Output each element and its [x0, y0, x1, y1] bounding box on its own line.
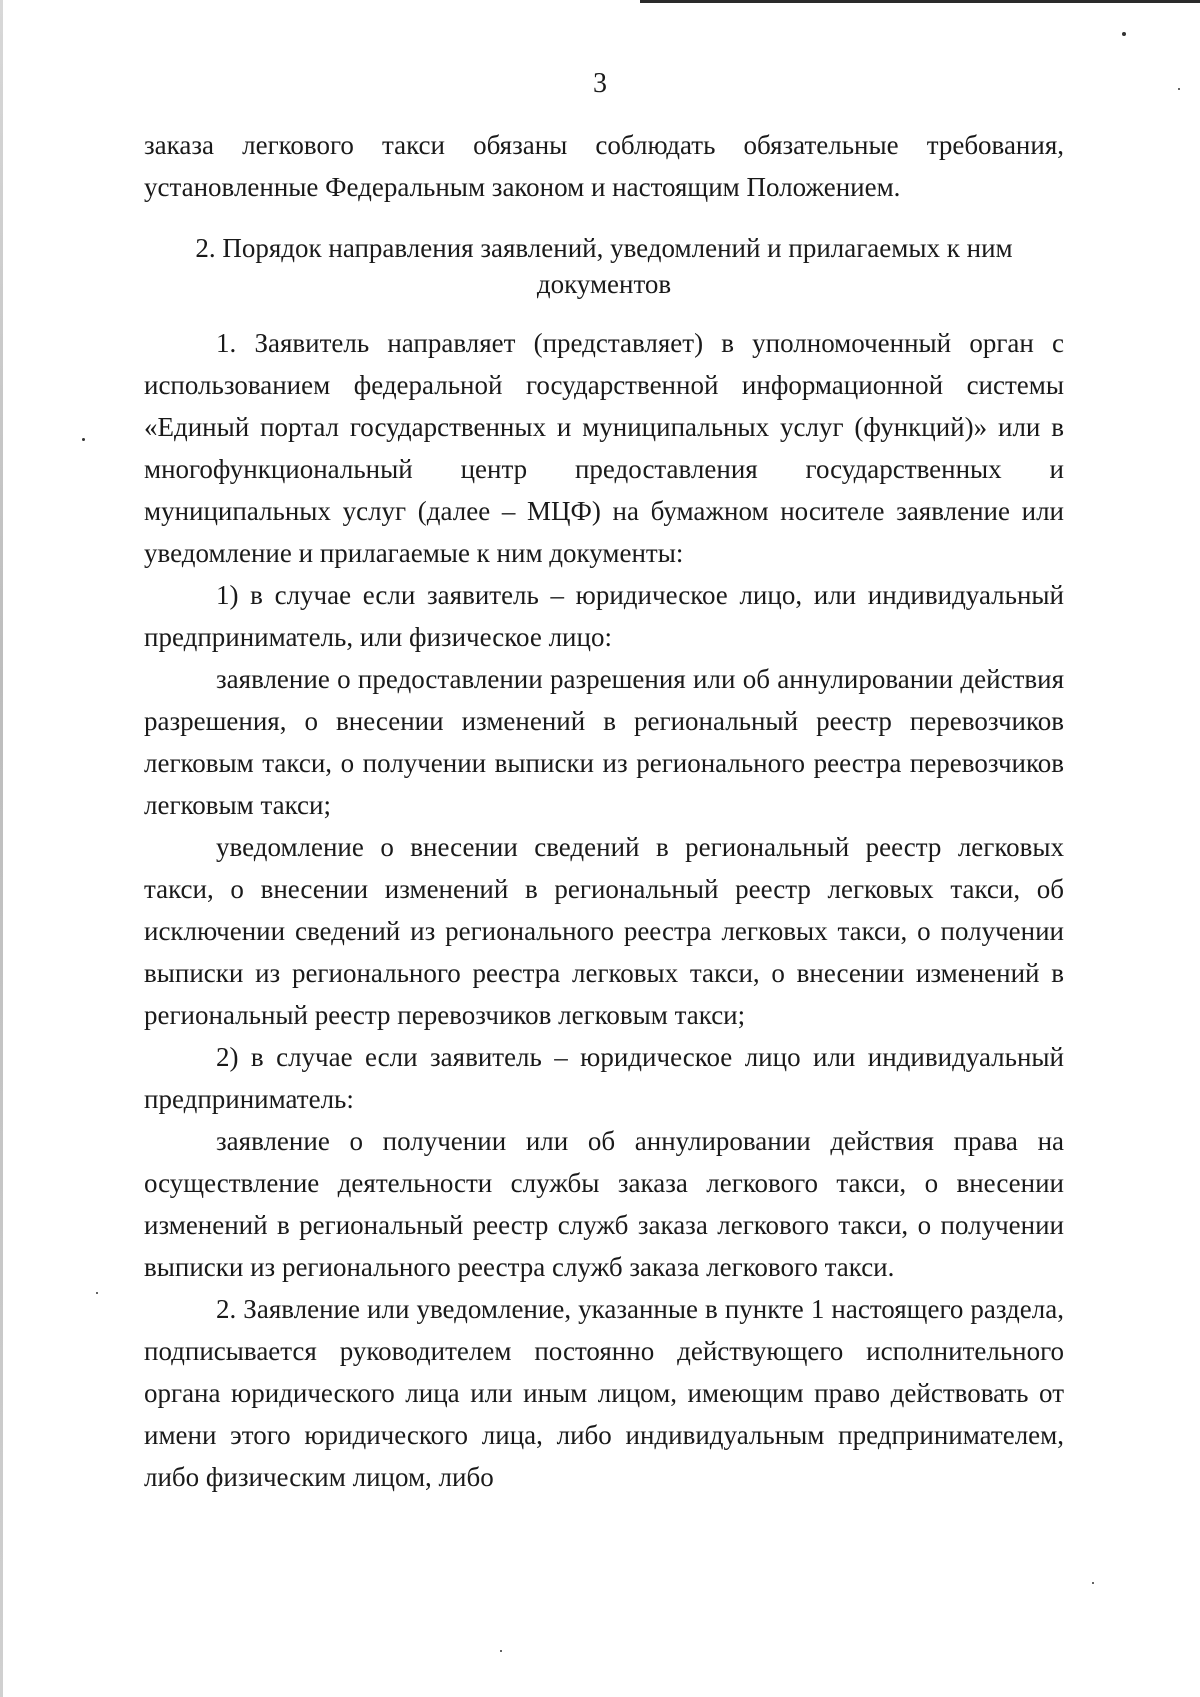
paragraph-application-list: заявление о предоставлении разрешения или об аннулировании действия разрешения, о внесении изменений в региональный реестр перевозчиков легковым такси, о получении выписки из регионального реестра перевозчиков легковым такси; [144, 664, 1064, 820]
scan-speck [96, 1292, 98, 1294]
scan-speck [500, 1650, 502, 1652]
scan-top-line [640, 0, 1200, 3]
document-body [144, 124, 1064, 1498]
paragraph-item-1: 1. Заявитель направляет (представляет) в уполномоченный орган с использованием федеральной государственной информационной системы «Единый портал государственных и муниципальных услуг (функций)» или в многофункциональный центр предоставления государственных и муниципальных услуг (далее – МЦФ) на бумажном носителе заявление или уведомление и прилагаемые к ним документы: [144, 328, 1064, 568]
scan-speck [1092, 1582, 1094, 1584]
scan-speck [82, 438, 85, 441]
page-number: 3 [593, 68, 607, 99]
paragraph-subitem-2: 2) в случае если заявитель – юридическое лицо или индивидуальный предприниматель: [144, 1042, 1064, 1114]
scan-speck [1122, 32, 1126, 36]
paragraph-notification-list: уведомление о внесении сведений в региональный реестр легковых такси, о внесении изменений в региональный реестр легковых такси, об исключении сведений из регионального реестра легковых такси, о получении выписки из регионального реестра легковых такси, о внесении изменений в региональный реестр перевозчиков легковым такси; [144, 832, 1064, 1030]
paragraph-subitem-1: 1) в случае если заявитель – юридическое лицо, или индивидуальный предприниматель, или физическое лицо: [144, 580, 1064, 652]
paragraph-service-application: заявление о получении или об аннулировании действия права на осуществление деятельности службы заказа легкового такси, о внесении изменений в региональный реестр служб заказа легкового такси, о получении выписки из регионального реестра служб заказа легкового такси. [144, 1126, 1064, 1282]
paragraph-continuation: заказа легкового такси обязаны соблюдать обязательные требования, установленные Федеральным законом и настоящим Положением. [144, 130, 1064, 202]
paragraph-item-2: 2. Заявление или уведомление, указанные в пункте 1 настоящего раздела, подписывается руководителем постоянно действующего исполнительного органа юридического лица или иным лицом, имеющим право действовать от имени этого юридического лица, либо индивидуальным предпринимателем, либо физическим лицом, либо [144, 1294, 1064, 1492]
scan-left-edge [0, 0, 3, 1697]
section-heading: 2. Порядок направления заявлений, уведомлений и прилагаемых к ним документов [195, 233, 1013, 299]
